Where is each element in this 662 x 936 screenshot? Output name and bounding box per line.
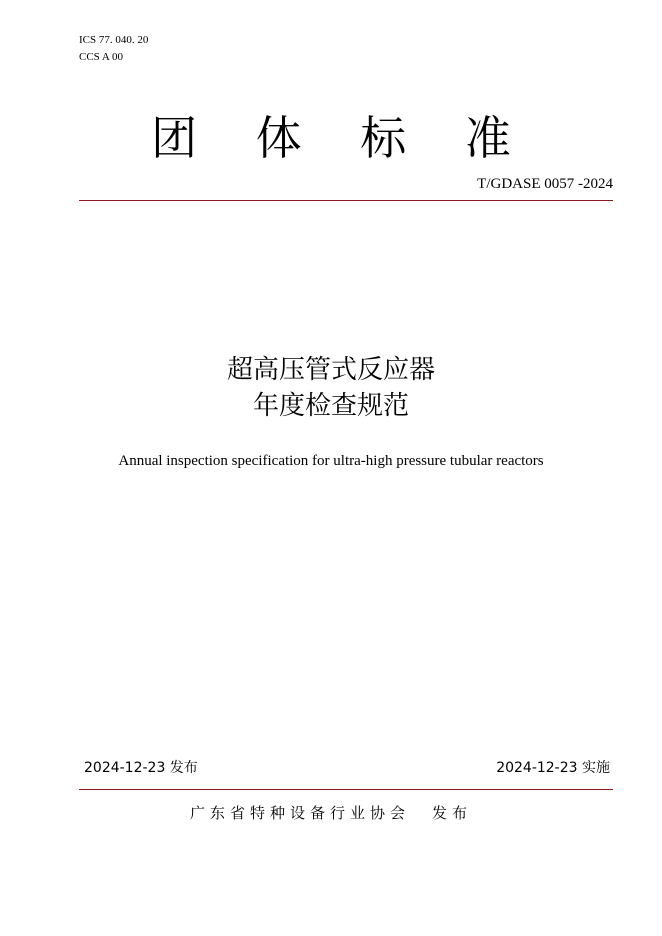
title-english: Annual inspection specification for ultra-high pressure tubular reactors (118, 453, 544, 469)
standard-number: T/GDASE 0057 -2024 (477, 176, 613, 192)
title-cn-line1: 超高压管式反应器 (226, 355, 435, 385)
top-divider (79, 200, 613, 201)
effective-date: 2024-12-23 实施 (496, 760, 610, 776)
title-cn-line2: 年度检查规范 (252, 391, 409, 421)
bottom-divider (79, 789, 613, 790)
ccs-code: CCS A 00 (79, 51, 124, 63)
publisher-line (0, 803, 662, 823)
ics-code: ICS 77. 040. 20 (79, 34, 149, 46)
document-type-heading: 团 体 标 准 (151, 111, 533, 165)
publisher-action: 发布 (432, 804, 473, 822)
publish-date: 2024-12-23 发布 (84, 760, 198, 776)
publisher-organization: 广东省特种设备行业协会 (189, 804, 410, 822)
